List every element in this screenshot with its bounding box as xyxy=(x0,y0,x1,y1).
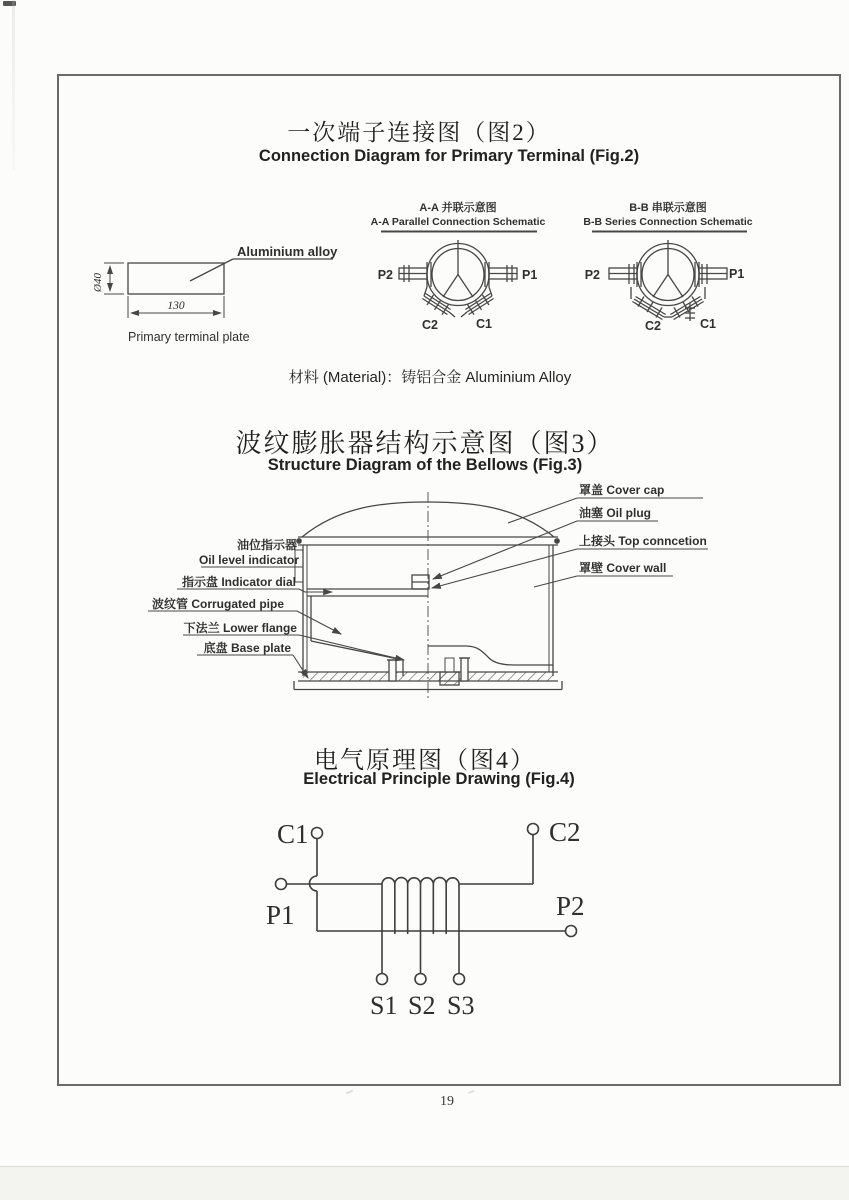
aa-title-zh: A-A 并联示意图 xyxy=(419,202,497,214)
terminal-s1: S1 xyxy=(370,991,398,1020)
aa-terminal-c1: C1 xyxy=(476,317,492,331)
bb-terminal-p1: P1 xyxy=(729,267,745,281)
terminal-c1: C1 xyxy=(277,819,309,849)
terminal-s3: S3 xyxy=(447,991,475,1020)
label-oil-level-indicator-zh: 油位指示器 xyxy=(236,538,297,552)
fig2-title-zh: 一次端子连接图（图2） xyxy=(287,120,551,145)
bb-terminal-p2: P2 xyxy=(584,268,600,282)
aa-terminal-p2: P2 xyxy=(377,268,393,282)
label-top-connection: 上接头 Top conncetion xyxy=(579,534,707,548)
fig3-title-zh: 波纹膨胀器结构示意图（图3） xyxy=(235,429,615,458)
fig4-schematic xyxy=(250,805,615,1020)
plate-caption: Primary terminal plate xyxy=(128,330,250,344)
label-cover-cap: 罩盖 Cover cap xyxy=(579,483,665,497)
terminal-c2: C2 xyxy=(549,817,581,847)
scan-streak xyxy=(12,0,15,170)
fig3-title-en: Structure Diagram of the Bellows (Fig.3) xyxy=(267,456,583,474)
terminal-p2: P2 xyxy=(556,891,585,921)
aa-parallel-schematic xyxy=(371,200,546,332)
bb-title-en: B-B Series Connection Schematic xyxy=(583,216,753,228)
paper-edge-shadow xyxy=(0,1166,849,1200)
width-dimension: 130 xyxy=(167,300,185,312)
aa-terminal-p1: P1 xyxy=(522,268,538,282)
aa-title-en: A-A Parallel Connection Schematic xyxy=(370,216,546,228)
bb-terminal-c1: C1 xyxy=(700,317,716,331)
label-corrugated-pipe: 波纹管 Corrugated pipe xyxy=(151,597,284,611)
label-oil-plug: 油塞 Oil plug xyxy=(579,506,651,520)
fig4-title-en: Electrical Principle Drawing (Fig.4) xyxy=(303,770,575,788)
page-number: 19 xyxy=(440,1094,454,1109)
bb-terminal-c2: C2 xyxy=(645,319,661,333)
diameter-dimension: Ø40 xyxy=(92,273,104,292)
terminal-plate-outline xyxy=(104,259,333,318)
label-indicator-dial: 指示盘 Indicator dial xyxy=(181,575,296,589)
fig3-drawing xyxy=(140,478,745,706)
label-lower-flange: 下法兰 Lower flange xyxy=(183,621,297,635)
terminal-p1: P1 xyxy=(266,900,295,930)
label-base-plate: 底盘 Base plate xyxy=(203,641,291,655)
material-note: 材料 (Material)：铸铝合金 Aluminium Alloy xyxy=(288,369,572,386)
aa-terminal-c2: C2 xyxy=(422,318,438,332)
label-oil-level-indicator-en: Oil level indicator xyxy=(198,553,299,567)
label-cover-wall: 罩壁 Cover wall xyxy=(579,561,667,575)
fig2-drawing xyxy=(85,193,760,351)
material-callout: Aluminium alloy xyxy=(237,244,338,259)
terminal-s2: S2 xyxy=(408,991,436,1020)
fig4-title-zh: 电气原理图（图4） xyxy=(314,748,536,774)
bb-title-zh: B-B 串联示意图 xyxy=(629,202,707,214)
bb-series-schematic xyxy=(583,200,752,333)
circuit-wires xyxy=(276,824,577,985)
fig2-title-en: Connection Diagram for Primary Terminal (Fig.2) xyxy=(258,147,640,165)
bellows-body xyxy=(294,492,562,701)
